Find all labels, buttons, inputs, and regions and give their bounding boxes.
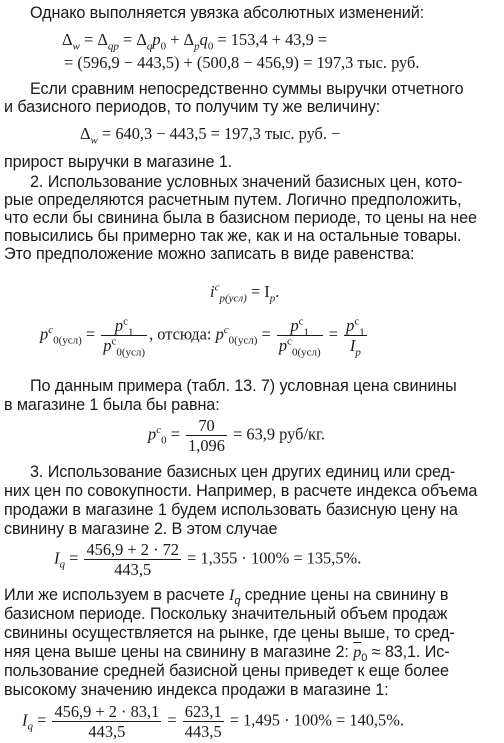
paragraph-line: Это предположение можно записать в виде равенства: [4, 245, 415, 263]
paragraph-line: По данным примера (табл. 13. 7) условная цена свинины [30, 377, 457, 395]
paragraph-line: рые определяются расчетным путем. Логично предположить, [4, 191, 462, 209]
paragraph-line: Однако выполняется увязка абсолютных изменений: [30, 4, 425, 22]
formula-absolute-changes-cont: = (596,9 − 443,5) + (500,8 − 456,9) = 197,3 тыс. руб. [64, 53, 420, 72]
formula-conditional-price-value: $p^c_0$ = $\frac{70}{1,096}$ = 63,9 руб/кг. [148, 416, 325, 455]
paragraph-line: высокому значению индекса продажи в магазине 1: [4, 681, 389, 699]
paragraph-line: продажи в магазине 1 будем использовать базисную цену на [4, 501, 458, 519]
paragraph-line: в магазине 1 была бы равна: [4, 396, 220, 414]
paragraph-line: прирост выручки в магазине 1. [4, 153, 233, 171]
formula-absolute-changes: $\Delta_w = \Delta_{qp} = \Delta_qp_0 + \Delta_pq_0 = 153,4 + 43,9$ = [62, 30, 328, 53]
paragraph-line: и базисного периодов, то получим ту же величину: [4, 98, 381, 116]
paragraph-line: 2. Использование условных значений базисных цен, кото- [30, 173, 463, 191]
formula-volume-index-store2: $I_q$ = $\frac{456,9 + 2 \cdot 72}{443,5}$ = 1,355 · 100% = 135,5%. [54, 540, 362, 579]
paragraph-line: базисном периоде. Поскольку значительный объем продаж [4, 605, 448, 623]
paragraph-line: что если бы свинина была в базисном периоде, то цены на нее [4, 209, 477, 227]
formula-conditional-price: $p^c_{0(усл)}$ = $\frac{p^c_1}{p^c_{0(усл)}}$ , отсюда: $p^c_{0(усл)}$ = $\frac{p^c_1}{p^c_{0(усл)}}$ = $\frac{p^c_1}{I_p}$ [40, 315, 365, 359]
formula-price-index-equality: $i^c_{p(усл)} = I_p$. [210, 281, 280, 305]
paragraph-line: свинины осуществляется на рынке, где цены выше, то сред- [4, 624, 455, 642]
paragraph-line: повысились бы примерно так же, как и на остальные товары. [4, 227, 462, 245]
paragraph-line: них цен по совокупности. Например, в расчете индекса объема [4, 482, 478, 500]
paragraph-line: 3. Использование базисных цен других единиц или сред- [30, 463, 456, 481]
paragraph-line: няя цена выше цены на свинину в магазине 2: $\overline{p}_0 \approx 83,1$. Ис- [4, 643, 450, 665]
paragraph-line: пользование средней базисной цены приведет к еще более [4, 662, 449, 680]
paragraph-line: Если сравним непосредственно суммы выручки отчетного [30, 80, 464, 98]
formula-revenue-diff: $\Delta_w = 640,3 - 443,5 = 197,3$ тыс. руб. − [80, 124, 341, 147]
formula-volume-index-average: $I_q$ = $\frac{456,9 + 2 \cdot 83,1}{443,5}$ = $\frac{623,1}{443,5}$ = 1,495 · 100% = 140,5%. [22, 702, 404, 741]
paragraph-line: Или же используем в расчете $I_q$ средние цены на свинину в [4, 586, 449, 608]
paragraph-line: свинину в магазине 2. В этом случае [4, 520, 278, 538]
